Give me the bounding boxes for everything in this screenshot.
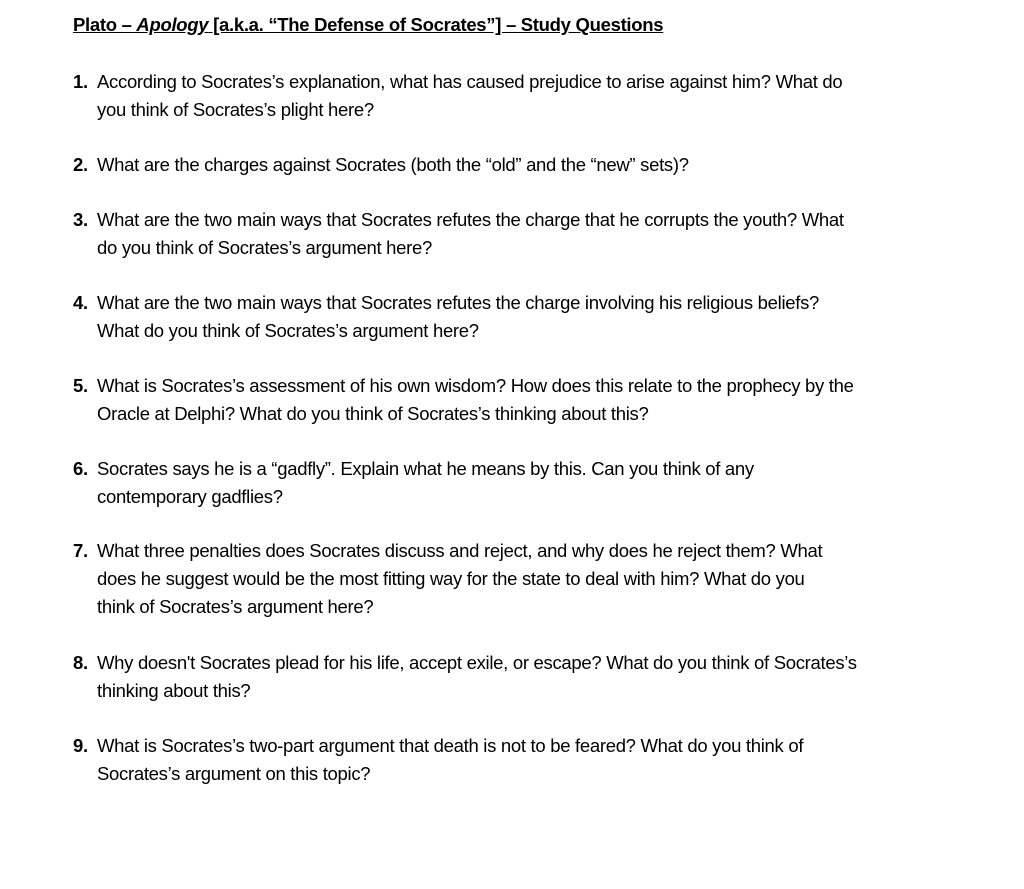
question-line: you think of Socrates’s plight here? bbox=[97, 99, 374, 120]
question-line: What is Socrates’s two-part argument that death is not to be feared? What do you think of bbox=[97, 735, 804, 756]
question-text bbox=[97, 289, 819, 345]
question-line: Socrates says he is a “gadfly”. Explain what he means by this. Can you think of any bbox=[97, 458, 754, 479]
title-rest: [a.k.a. “The Defense of Socrates”] – Study Questions bbox=[208, 14, 664, 35]
question-number: 4. bbox=[73, 292, 88, 313]
question-text bbox=[97, 151, 689, 179]
document-title bbox=[73, 14, 663, 36]
question-line: does he suggest would be the most fitting way for the state to deal with him? What do you bbox=[97, 568, 805, 589]
study-question bbox=[73, 649, 857, 705]
question-text bbox=[97, 206, 844, 262]
question-text bbox=[97, 68, 842, 124]
study-question bbox=[73, 206, 844, 262]
title-author: Plato – bbox=[73, 14, 137, 35]
question-text bbox=[97, 537, 822, 621]
question-line: What are the two main ways that Socrates refutes the charge that he corrupts the youth? What bbox=[97, 209, 844, 230]
question-number: 9. bbox=[73, 735, 88, 756]
study-question bbox=[73, 732, 803, 788]
question-line: What three penalties does Socrates discuss and reject, and why does he reject them? What bbox=[97, 540, 823, 561]
question-line: According to Socrates’s explanation, what has caused prejudice to arise against him? What do bbox=[97, 71, 843, 92]
question-line: What is Socrates’s assessment of his own wisdom? How does this relate to the prophecy by the bbox=[97, 375, 854, 396]
question-number: 8. bbox=[73, 652, 88, 673]
question-text bbox=[97, 455, 754, 511]
study-question bbox=[73, 151, 689, 179]
title-work: Apology bbox=[136, 14, 209, 35]
study-question bbox=[73, 68, 842, 124]
study-question bbox=[73, 289, 819, 345]
question-line: Oracle at Delphi? What do you think of Socrates’s thinking about this? bbox=[97, 403, 649, 424]
question-line: What are the two main ways that Socrates refutes the charge involving his religious beliefs? bbox=[97, 292, 820, 313]
question-line: contemporary gadflies? bbox=[97, 486, 283, 507]
question-text bbox=[97, 372, 854, 428]
question-line: thinking about this? bbox=[97, 680, 251, 701]
question-text bbox=[97, 732, 803, 788]
question-line: think of Socrates’s argument here? bbox=[97, 596, 374, 617]
question-number: 6. bbox=[73, 458, 88, 479]
question-number: 1. bbox=[73, 71, 88, 92]
study-question bbox=[73, 455, 754, 511]
question-line: do you think of Socrates’s argument here? bbox=[97, 237, 432, 258]
question-number: 3. bbox=[73, 209, 88, 230]
question-line: Why doesn't Socrates plead for his life, accept exile, or escape? What do you think of Socrates’s bbox=[97, 652, 857, 673]
question-text bbox=[97, 649, 857, 705]
question-number: 7. bbox=[73, 540, 88, 561]
question-line: Socrates’s argument on this topic? bbox=[97, 763, 371, 784]
question-line: What are the charges against Socrates (both the “old” and the “new” sets)? bbox=[97, 154, 689, 175]
question-number: 5. bbox=[73, 375, 88, 396]
question-number: 2. bbox=[73, 154, 88, 175]
study-question bbox=[73, 372, 854, 428]
study-question bbox=[73, 537, 822, 621]
question-line: What do you think of Socrates’s argument here? bbox=[97, 320, 479, 341]
